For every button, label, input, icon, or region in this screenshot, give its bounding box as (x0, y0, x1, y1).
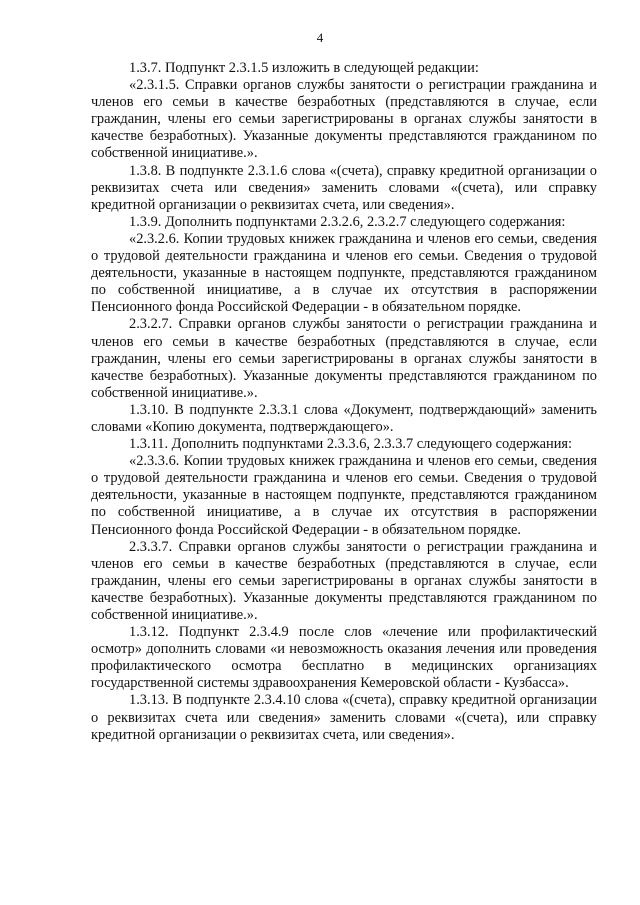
paragraph-1-3-8: 1.3.8. В подпункте 2.3.1.6 слова «(счета), справку кредитной организации о реквизитах счета или сведения» заменить словами «(счета), или справку кредитной организации о реквизитах счета, или сведения». (91, 162, 597, 213)
paragraph-1-3-11: 1.3.11. Дополнить подпунктами 2.3.3.6, 2.3.3.7 следующего содержания: (129, 436, 573, 453)
paragraph-1-3-12: 1.3.12. Подпункт 2.3.4.9 после слов «лечение или профилактический осмотр» дополнить словами «и невозможность оказания лечения или проведения профилактического осмотра бесплатно в медицинских организациях государственной системы здравоохранения Кемеровской области - Кузбасса». (91, 624, 597, 692)
paragraph-1-3-9: 1.3.9. Дополнить подпунктами 2.3.2.6, 2.3.2.7 следующего содержания: (129, 213, 566, 230)
page-number: 4 (316, 30, 324, 45)
document-body (91, 60, 597, 744)
paragraph-2-3-3-7: 2.3.3.7. Справки органов службы занятости о регистрации гражданина и членов его семьи в качестве безработных (представляются в случае, если гражданин, члены его семьи зарегистрированы в органах службы занятости в качестве безработных). Указанные документы представляются гражданином по собственной инициативе.». (91, 538, 597, 623)
paragraph-2-3-1-5: «2.3.1.5. Справки органов службы занятости о регистрации гражданина и членов его семьи в качестве безработных (представляются в случае, если гражданин, члены его семьи зарегистрированы в органах службы занятости в качестве безработных). Указанные документы представляются гражданином по собственной инициативе.». (91, 77, 597, 162)
paragraph-2-3-2-7: 2.3.2.7. Справки органов службы занятости о регистрации гражданина и членов его семьи в качестве безработных (представляются в случае, если гражданин, члены его семьи зарегистрированы в органах службы занятости в качестве безработных). Указанные документы представляются гражданином по собственной инициативе.». (91, 316, 597, 401)
paragraph-2-3-2-6: «2.3.2.6. Копии трудовых книжек гражданина и членов его семьи, сведения о трудовой деятельности гражданина и членов его семьи. Сведения о трудовой деятельности, указанные в настоящем подпункте, представляются гражданином по собственной инициативе, а в случае их отсутствия в распоряжении Пенсионного фонда Российской Федерации - в обязательном порядке. (91, 230, 597, 316)
paragraph-1-3-13: 1.3.13. В подпункте 2.3.4.10 слова «(счета), справку кредитной организации о реквизитах счета или сведения» заменить словами «(счета), или справку кредитной организации о реквизитах счета, или сведения». (91, 692, 597, 743)
paragraph-1-3-7: 1.3.7. Подпункт 2.3.1.5 изложить в следующей редакции: (129, 60, 479, 76)
paragraph-2-3-3-6: «2.3.3.6. Копии трудовых книжек гражданина и членов его семьи, сведения о трудовой деятельности гражданина и членов его семьи. Сведения о трудовой деятельности, указанные в настоящем подпункте, представляются гражданином по собственной инициативе, а в случае их отсутствия в распоряжении Пенсионного фонда Российской Федерации - в обязательном порядке. (91, 453, 597, 538)
paragraph-1-3-10: 1.3.10. В подпункте 2.3.3.1 слова «Документ, подтверждающий» заменить словами «Копию документа, подтверждающего». (91, 401, 597, 435)
